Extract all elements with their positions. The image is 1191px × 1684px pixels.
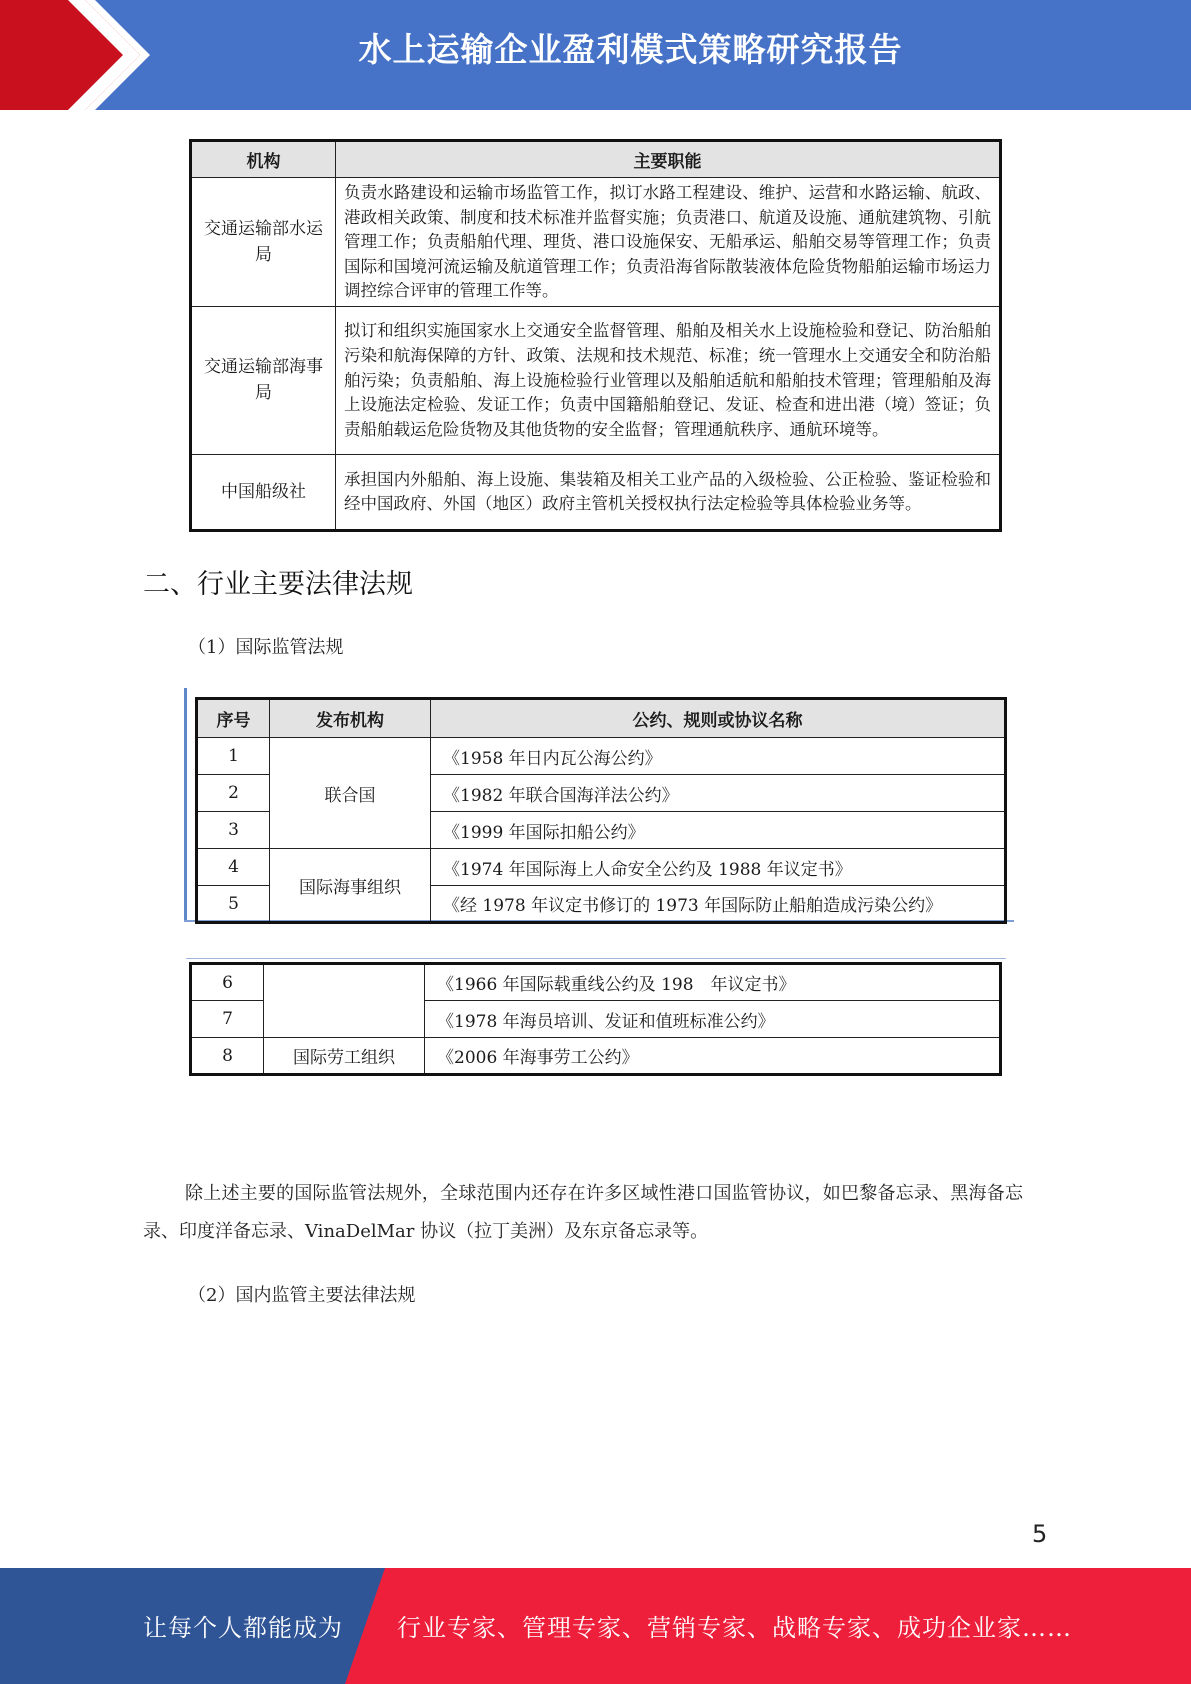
table-row (197, 738, 1006, 775)
column-header-agency: 机构 (191, 141, 336, 178)
table-header-row (197, 699, 1006, 738)
publisher-cell (264, 1001, 425, 1038)
agency-name: 交通运输部水运局 (191, 178, 336, 307)
agency-duties-table (189, 139, 1002, 532)
agency-name: 中国船级社 (191, 454, 336, 530)
publisher-cell: 联合国 (270, 738, 431, 849)
agency-duty: 负责水路建设和运输市场监管工作，拟订水路工程建设、维护、运营和水路运输、航政、港政相关政策、制度和技术标准并监督实施；负责港口、航道及设施、通航建筑物、引航管理工作；负责船舶代理、理货、港口设施保安、无船承运、船舶交易等管理工作；负责国际和国境河流运输及航道管理工作；负责沿海省际散装液体危险货物船舶运输市场运力调控综合评审的管理工作等。 (336, 178, 1001, 307)
agency-duty: 拟订和组织实施国家水上交通安全监督管理、船舶及相关水上设施检验和登记、防治船舶污染和航海保障的方针、政策、法规和技术规范、标准；统一管理水上交通安全和防治船舶污染；负责船舶、海上设施检验行业管理以及船舶适航和船舶技术管理；管理船舶及海上设施法定检验、发证工作；负责中国籍船舶登记、发证、检查和进出港（境）签证；负责船舶载运危险货物及其他货物的安全监督；管理通航秩序、通航环境等。 (336, 306, 1001, 454)
body-paragraph: 除上述主要的国际监管法规外，全球范围内还存在许多区域性港口国监管协议，如巴黎备忘录、黑海备忘录、印度洋备忘录、VinaDelMar 协议（拉丁美洲）及东京备忘录等。 (143, 1183, 1023, 1242)
page-footer (0, 1568, 1191, 1684)
convention-name: 《1974 年国际海上人命安全公约及 1988 年议定书》 (431, 849, 1006, 886)
footer-slogan-left: 让每个人都能成为 (143, 1614, 343, 1642)
convention-name: 《2006 年海事劳工公约》 (425, 1038, 1001, 1075)
selection-edge-top (186, 958, 1006, 959)
subsection-international: （1）国际监管法规 (188, 637, 344, 658)
table-row (197, 849, 1006, 886)
publisher-cell: 国际海事组织 (270, 849, 431, 923)
conventions-table-part1 (195, 697, 1007, 924)
report-title: 水上运输企业盈利模式策略研究报告 (358, 30, 903, 69)
selection-edge-left (184, 688, 187, 922)
conventions-table-part2 (189, 962, 1002, 1076)
convention-name: 《1958 年日内瓦公海公约》 (431, 738, 1006, 775)
row-number: 7 (191, 1001, 264, 1038)
row-number: 6 (191, 964, 264, 1001)
row-number: 2 (197, 775, 270, 812)
column-header-duties: 主要职能 (336, 141, 1001, 178)
column-header-convention: 公约、规则或协议名称 (431, 699, 1006, 738)
table-row (191, 306, 1001, 454)
agency-name: 交通运输部海事局 (191, 306, 336, 454)
publisher-cell: 国际劳工组织 (264, 1038, 425, 1075)
footer-slogan-right: 行业专家、管理专家、营销专家、战略专家、成功企业家…… (397, 1614, 1072, 1642)
table-row (191, 1001, 1001, 1038)
table-row (191, 454, 1001, 530)
table-row (191, 1038, 1001, 1075)
row-number: 1 (197, 738, 270, 775)
subsection-domestic: （2）国内监管主要法律法规 (188, 1285, 416, 1306)
publisher-cell (264, 964, 425, 1001)
row-number: 8 (191, 1038, 264, 1075)
table-row (191, 964, 1001, 1001)
convention-name: 《1999 年国际扣船公约》 (431, 812, 1006, 849)
section-heading: 二、行业主要法律法规 (143, 569, 413, 600)
convention-name: 《1978 年海员培训、发证和值班标准公约》 (425, 1001, 1001, 1038)
row-number: 5 (197, 886, 270, 923)
agency-duty: 承担国内外船舶、海上设施、集装箱及相关工业产品的入级检验、公正检验、鉴证检验和经中国政府、外国（地区）政府主管机关授权执行法定检验等具体检验业务等。 (336, 454, 1001, 530)
convention-name: 《1982 年联合国海洋法公约》 (431, 775, 1006, 812)
column-header-publisher: 发布机构 (270, 699, 431, 738)
row-number: 3 (197, 812, 270, 849)
column-header-number: 序号 (197, 699, 270, 738)
row-number: 4 (197, 849, 270, 886)
convention-name: 《1966 年国际载重线公约及 198 年议定书》 (425, 964, 1001, 1001)
convention-name: 《经 1978 年议定书修订的 1973 年国际防止船舶造成污染公约》 (431, 886, 1006, 923)
table-header-row (191, 141, 1001, 178)
page-header (0, 0, 1191, 110)
page-number: 5 (1032, 1520, 1048, 1548)
table-row (191, 178, 1001, 307)
